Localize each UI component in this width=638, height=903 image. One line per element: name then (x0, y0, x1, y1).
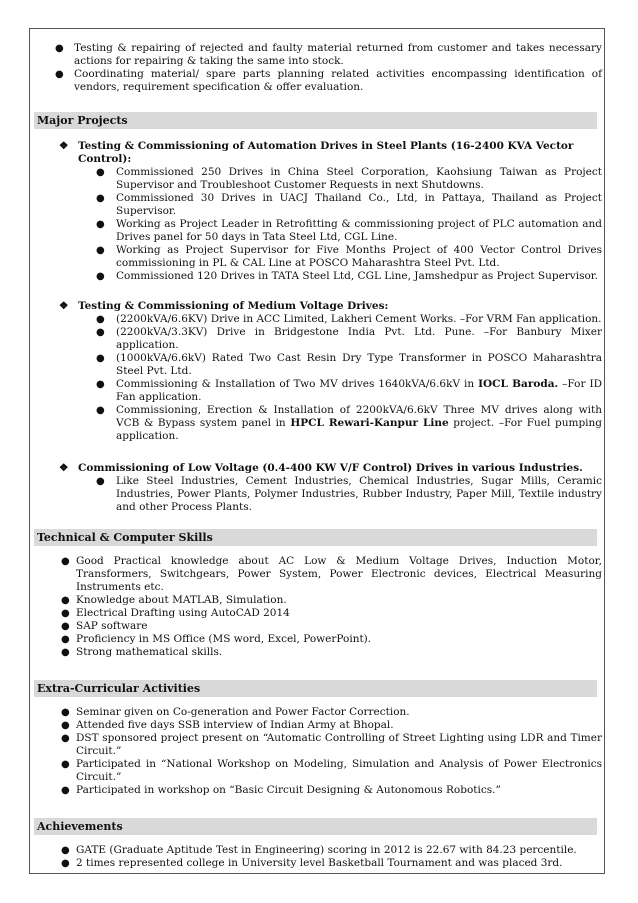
bullet-icon: ● (96, 271, 105, 282)
list-item: ● Commissioning, Erection & Installation of 2200kVA/6.6kV Three MV drives along with VCB & Bypass system panel in HPCL Rewari-Kanpur Line project. –For Fuel pumping application. (96, 404, 603, 442)
diamond-bullet-icon: ❖ (59, 300, 69, 312)
section-heading-major-projects: Major Projects (34, 112, 597, 129)
bullet-icon: ● (61, 759, 70, 770)
list-item: ● Like Steel Industries, Cement Industries, Chemical Industries, Sugar Mills, Ceramic Industries, Power Plants, Polymer Industries, Rubber Industry, Paper Mill, Textile industry and other Process Plants. (96, 475, 602, 513)
section-heading-extra-curricular: Extra-Curricular Activities (34, 680, 597, 697)
bullet-icon: ● (61, 556, 70, 567)
bullet-icon: ● (61, 845, 70, 856)
diamond-bullet-icon: ❖ (59, 462, 69, 474)
top-bullet-list (36, 42, 602, 94)
list-item: ● (1000kVA/6.6kV) Rated Two Cast Resin Dry Type Transformer in POSCO Maharashtra Steel Pvt. Ltd. (96, 352, 602, 377)
list-item: ● (2200kVA/6.6KV) Drive in ACC Limited, Lakheri Cement Works. –For VRM Fan application. (96, 313, 602, 325)
list-item: ● Strong mathematical skills. (61, 646, 223, 658)
list-item: ● Working as Project Supervisor for Five Months Project of 400 Vector Control Drives commissioning in PL & CAL Line at POSCO Maharashtra Steel Pvt. Ltd. (96, 244, 602, 269)
list-item: ● Commissioned 120 Drives in TATA Steel Ltd, CGL Line, Jamshedpur as Project Supervisor. (96, 270, 599, 282)
list-item: ● Good Practical knowledge about AC Low & Medium Voltage Drives, Induction Motor, Transformers, Switchgears, Power System, Power Electronic devices, Electrical Measuring Instruments etc. (61, 555, 602, 593)
list-item: ● (2200kVA/3.3KV) Drive in Bridgestone India Pvt. Ltd. Pune. –For Banbury Mixer application. (96, 326, 603, 351)
bullet-icon: ● (61, 608, 70, 619)
list-item: ● Coordinating material/ spare parts planning related activities encompassing identification of vendors, requirement specification & offer evaluation. (55, 68, 602, 93)
list-item: ● Commissioned 30 Drives in UACJ Thailand Co., Ltd, in Pattaya, Thailand as Project Supervisor. (96, 192, 602, 217)
bullet-icon: ● (61, 858, 70, 869)
list-item: ● SAP software (61, 620, 148, 632)
bullet-icon: ● (61, 785, 70, 796)
resume-content (36, 38, 602, 870)
bullet-icon: ● (96, 476, 105, 487)
technical-skills-list (36, 555, 602, 659)
list-item: ● GATE (Graduate Aptitude Test in Engineering) scoring in 2012 is 22.67 with 84.23 percentile. (61, 844, 577, 856)
extra-curricular-list (36, 706, 602, 797)
bullet-icon: ● (96, 167, 105, 178)
section-heading-technical-skills: Technical & Computer Skills (34, 529, 597, 546)
bullet-icon: ● (61, 595, 70, 606)
list-item: ● Participated in workshop on “Basic Circuit Designing & Autonomous Robotics.” (61, 784, 501, 796)
bullet-icon: ● (61, 634, 70, 645)
bullet-icon: ● (96, 327, 105, 338)
diamond-bullet-icon: ❖ (59, 140, 69, 152)
bullet-icon: ● (61, 621, 70, 632)
bullet-icon: ● (96, 379, 105, 390)
bullet-icon: ● (96, 405, 105, 416)
bullet-icon: ● (96, 219, 105, 230)
list-item: ● 2 times represented college in University level Basketball Tournament and was placed 3rd. (61, 857, 563, 869)
list-item: ● Electrical Drafting using AutoCAD 2014 (61, 607, 290, 619)
list-item: ● Seminar given on Co-generation and Power Factor Correction. (61, 706, 410, 718)
project-item-list (36, 313, 602, 443)
bullet-icon: ● (61, 733, 70, 744)
bullet-icon: ● (96, 193, 105, 204)
section-heading-achievements: Achievements (34, 818, 597, 835)
list-item: ● Knowledge about MATLAB, Simulation. (61, 594, 287, 606)
list-item: ● Working as Project Leader in Retrofitting & commissioning project of PLC automation and Drives panel for 50 days in Tata Steel Ltd, CGL Line. (96, 218, 602, 243)
list-item: ● Commissioned 250 Drives in China Steel Corporation, Kaohsiung Taiwan as Project Supervisor and Troubleshoot Customer Requests in next Shutdowns. (96, 166, 602, 191)
list-item: ● Testing & repairing of rejected and faulty material returned from customer and takes necessary actions for repairing & taking the same into stock. (55, 42, 602, 67)
bullet-icon: ● (96, 353, 105, 364)
achievements-list (36, 844, 602, 870)
list-item: ● Attended five days SSB interview of Indian Army at Bhopal. (61, 719, 394, 731)
bullet-icon: ● (61, 707, 70, 718)
bullet-icon: ● (61, 647, 70, 658)
project-group-heading: ❖ Testing & Commissioning of Automation Drives in Steel Plants (16-2400 KVA Vector Control): (59, 140, 574, 165)
project-group-heading: ❖ Commissioning of Low Voltage (0.4-400 KW V/F Control) Drives in various Industries. (59, 462, 583, 474)
bullet-icon: ● (55, 43, 64, 54)
bullet-icon: ● (96, 245, 105, 256)
bullet-icon: ● (61, 720, 70, 731)
project-group-heading: ❖ Testing & Commissioning of Medium Voltage Drives: (59, 300, 389, 312)
list-item: ● Participated in “National Workshop on Modeling, Simulation and Analysis of Power Electronics Circuit.” (61, 758, 602, 783)
project-item-list (36, 475, 602, 514)
bullet-icon: ● (55, 69, 64, 80)
project-item-list (36, 166, 602, 283)
list-item: ● Commissioning & Installation of Two MV drives 1640kVA/6.6kV in IOCL Baroda. –For ID Fan application. (96, 378, 603, 403)
list-item: ● Proficiency in MS Office (MS word, Excel, PowerPoint). (61, 633, 372, 645)
bullet-icon: ● (96, 314, 105, 325)
list-item: ● DST sponsored project present on “Automatic Controlling of Street Lighting using LDR and Timer Circuit.” (61, 732, 602, 757)
